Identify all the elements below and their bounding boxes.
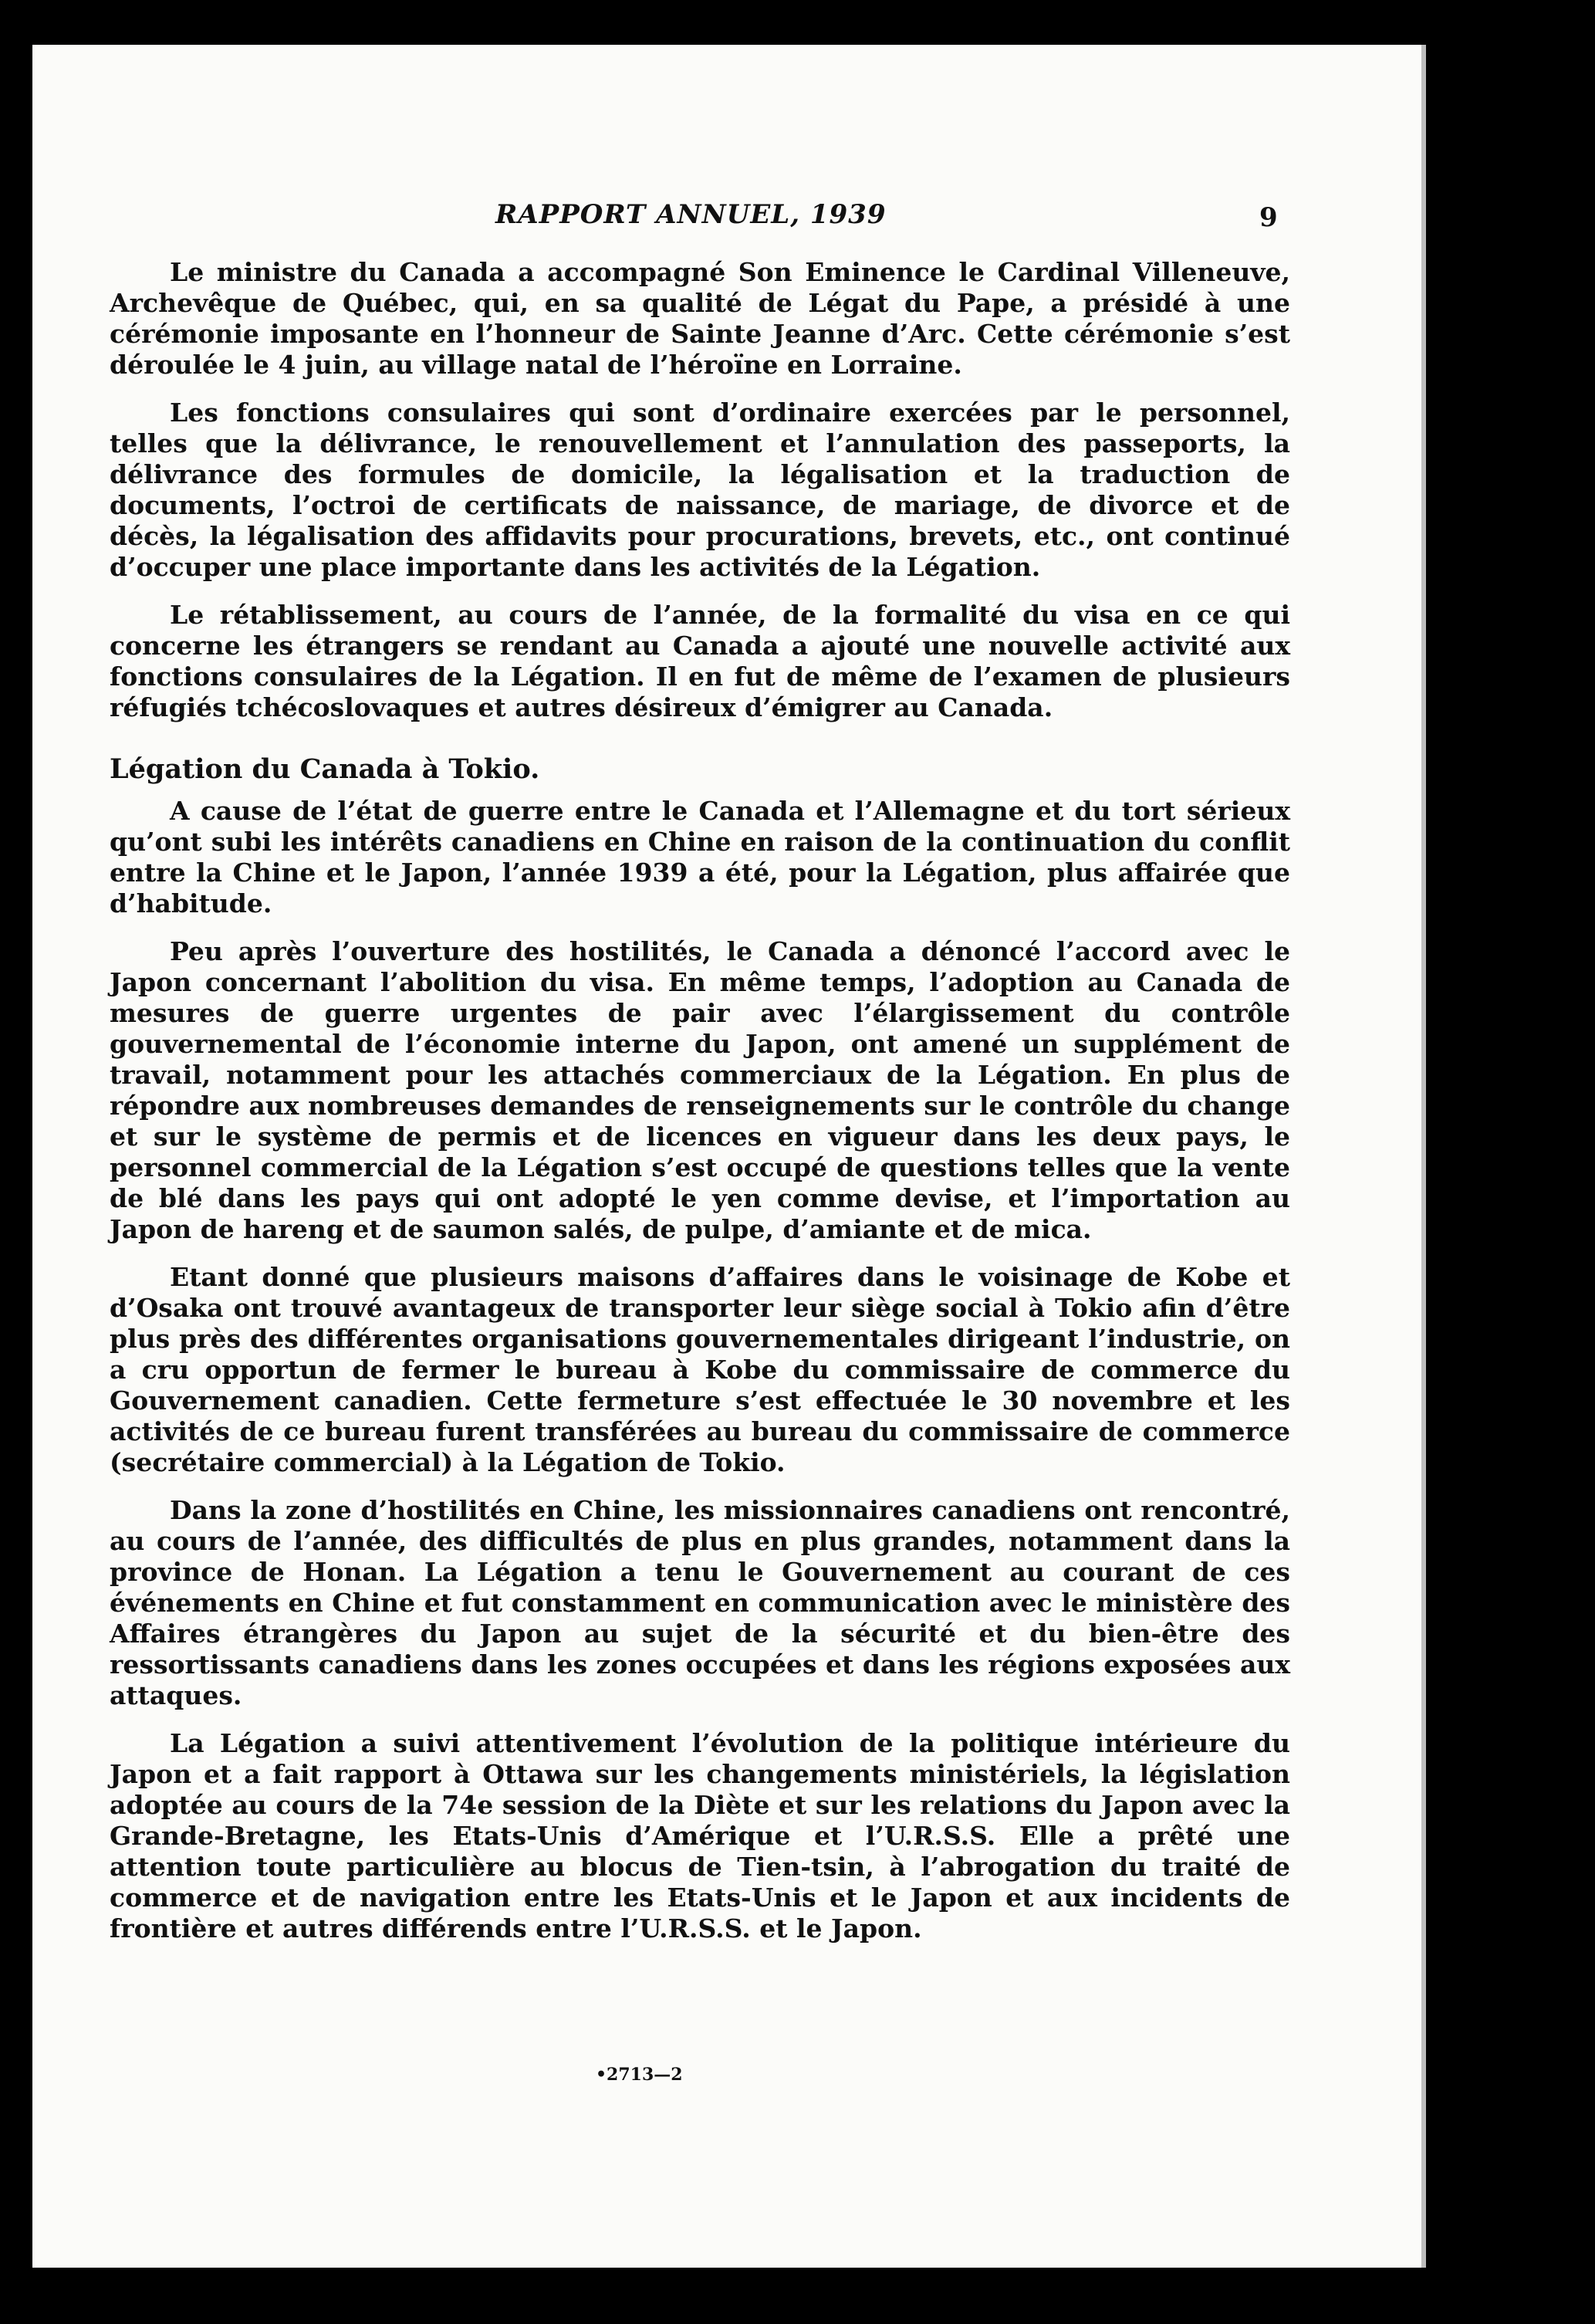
scanned-page	[32, 45, 1426, 2268]
paragraph: Les fonctions consulaires qui sont d’ordinaire exercées par le personnel, telles que la délivrance, le renouvellement et l’annulation des passeports, la délivrance des formules de domicile, la légalisation et la traduction de documents, l’octroi de certificats de naissance, de mariage, de divorce et de décès, la légalisation des affidavits pour procurations, brevets, etc., ont continué d’occuper une place importante dans les activités de la Légation.	[110, 397, 1290, 582]
paragraph: Le ministre du Canada a accompagné Son Eminence le Cardinal Villeneuve, Archevêque de Québec, qui, en sa qualité de Légat du Pape, a présidé à une cérémonie imposante en l’honneur de Sainte Jeanne d’Arc. Cette cérémonie s’est déroulée le 4 juin, au village natal de l’héroïne en Lorraine.	[110, 257, 1290, 380]
section-heading: Légation du Canada à Tokio.	[110, 753, 540, 785]
paragraph: Dans la zone d’hostilités en Chine, les missionnaires canadiens ont rencontré, au cours de l’année, des difficultés de plus en plus grandes, notamment dans la province de Honan. La Légation a tenu le Gouvernement au courant de ces événements en Chine et fut constamment en communication avec le ministère des Affaires étrangères du Japon au sujet de la sécurité et du bien-être des ressortissants canadiens dans les zones occupées et dans les régions exposées aux attaques.	[110, 1495, 1290, 1710]
paragraph: A cause de l’état de guerre entre le Canada et l’Allemagne et du tort sérieux qu’ont subi les intérêts canadiens en Chine en raison de la continuation du conflit entre la Chine et le Japon, l’année 1939 a été, pour la Légation, plus affairée que d’habitude.	[110, 796, 1290, 918]
running-title: RAPPORT ANNUEL, 1939	[495, 199, 887, 230]
paragraph: La Légation a suivi attentivement l’évolution de la politique intérieure du Japon et a fait rapport à Ottawa sur les changements ministériels, la législation adoptée au cours de la 74e session de la Diète et sur les relations du Japon avec la Grande-Bretagne, les Etats-Unis d’Amérique et l’U.R.S.S. Elle a prêté une attention toute particulière au blocus de Tien-tsin, à l’abrogation du traité de commerce et de navigation entre les Etats-Unis et le Japon et aux incidents de frontière et autres différends entre l’U.R.S.S. et le Japon.	[110, 1728, 1290, 1943]
page-number: 9	[1259, 202, 1278, 233]
paragraph: Etant donné que plusieurs maisons d’affaires dans le voisinage de Kobe et d’Osaka ont trouvé avantageux de transporter leur siège social à Tokio afin d’être plus près des différentes organisations gouvernementales dirigeant l’industrie, on a cru opportun de fermer le bureau à Kobe du commissaire de commerce du Gouvernement canadien. Cette fermeture s’est effectuée le 30 novembre et les activités de ce bureau furent transférées au bureau du commissaire de commerce (secrétaire commercial) à la Légation de Tokio.	[110, 1262, 1290, 1477]
printer-signature: •2713—2	[596, 2065, 683, 2085]
body-text	[110, 257, 1290, 1961]
paragraph: Peu après l’ouverture des hostilités, le Canada a dénoncé l’accord avec le Japon concernant l’abolition du visa. En même temps, l’adoption au Canada de mesures de guerre urgentes de pair avec l’élargissement du contrôle gouvernemental de l’économie interne du Japon, ont amené un supplément de travail, notamment pour les attachés commerciaux de la Légation. En plus de répondre aux nombreuses demandes de renseignements sur le contrôle du change et sur le système de permis et de licences en vigueur dans les deux pays, le personnel commercial de la Légation s’est occupé de questions telles que la vente de blé dans les pays qui ont adopté le yen comme devise, et l’importation au Japon de hareng et de saumon salés, de pulpe, d’amiante et de mica.	[110, 936, 1290, 1244]
page-header	[32, 199, 1421, 245]
paragraph: Le rétablissement, au cours de l’année, de la formalité du visa en ce qui concerne les étrangers se rendant au Canada a ajouté une nouvelle activité aux fonctions consulaires de la Légation. Il en fut de même de l’examen de plusieurs réfugiés tchécoslovaques et autres désireux d’émigrer au Canada.	[110, 600, 1290, 722]
